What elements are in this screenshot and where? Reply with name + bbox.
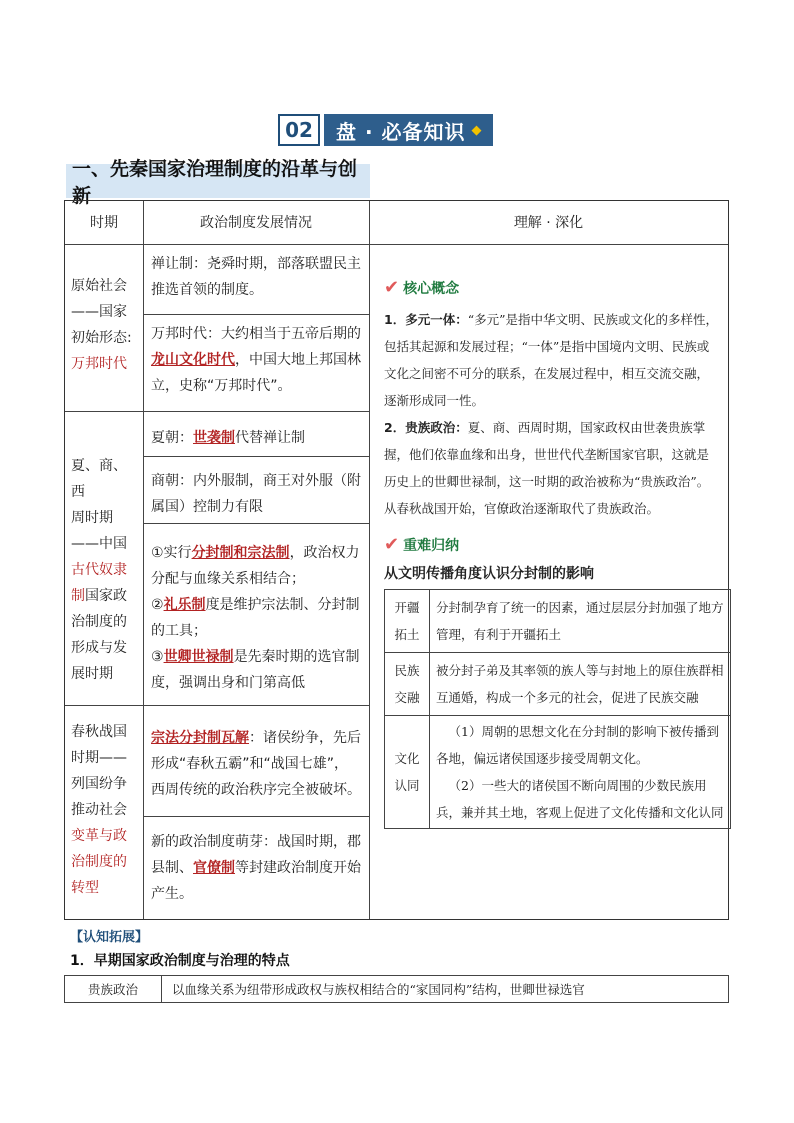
text: 度是维护宗法制、分封制的工具； xyxy=(151,597,360,639)
key-line: 认同 xyxy=(394,778,420,793)
period-line: 夏、商、西 xyxy=(71,458,127,500)
text: 是先秦时期的选官制度，强调出身和门第高低 xyxy=(151,649,360,691)
concept-guizu xyxy=(384,414,718,522)
period-highlight: 万邦时代 xyxy=(71,356,127,372)
extension-key: 贵族政治 xyxy=(65,976,162,1002)
period-line: 原始社会 xyxy=(71,278,127,294)
diamond-icon: ◆ xyxy=(471,122,483,138)
period-highlight: 变革与政 xyxy=(71,828,127,844)
keyword-shiqing: 世卿世禄制 xyxy=(163,649,234,665)
period-line: 周时期 xyxy=(71,510,113,526)
concept-text: “多元”是指中华文明、民族或文化的多样性，包括其起源和发展过程；“一体”是指中国境内文明、民族或文化之间密不可分的联系，在发展过程中，相互交流交融，逐渐形成同一性。 xyxy=(384,312,718,408)
tag-label: 核心概念 xyxy=(403,280,460,297)
item-xia xyxy=(143,419,369,457)
row-key xyxy=(385,653,430,716)
extension-value: 以血缘关系为纽带形成政权与族权相结合的“家国同构”结构，世卿世禄选官 xyxy=(172,982,585,997)
period-highlight: 古代奴隶 xyxy=(71,562,127,578)
key-line: 民族 xyxy=(394,663,420,678)
row-value: 分封制孕育了统一的因素，通过层层分封加强了地方管理，有利于开疆拓土 xyxy=(430,590,731,653)
row-key xyxy=(385,590,430,653)
badge-title-text: 盘 · 必备知识 xyxy=(336,119,466,144)
badge-title xyxy=(324,114,493,146)
section-badge xyxy=(278,114,493,146)
item-wanbang xyxy=(143,315,369,405)
extension-table xyxy=(64,975,729,1003)
section-title: 一、先秦国家治理制度的沿革与创新 xyxy=(66,164,370,198)
period-line: 治制度的 xyxy=(71,614,127,630)
item-new-system xyxy=(143,823,369,913)
concept-title: 1．多元一体： xyxy=(384,312,468,327)
keyword-longshan: 龙山文化时代 xyxy=(151,352,235,368)
text: 新的政治制度萌芽：战国时期，郡县制、 xyxy=(151,834,361,876)
text: 万邦时代：大约相当于五帝后期的 xyxy=(151,326,361,342)
concept-duoyuan xyxy=(384,306,718,414)
check-icon: ✔ xyxy=(384,534,400,555)
period-line: ——国家 xyxy=(71,304,127,320)
key-line: 交融 xyxy=(394,690,420,705)
key-summary-tag xyxy=(384,534,718,555)
period-line: 展时期 xyxy=(71,666,113,682)
table-row xyxy=(385,590,731,653)
item-zhou xyxy=(143,534,369,702)
concept-text: 夏、商、西周时期，国家政权由世袭贵族掌握，他们依靠血缘和出身，世世代代垄断国家官职，这就是历史上的世卿世禄制，这一时期的政治被称为“贵族政治”。从春秋战国开始，官僚政治逐渐取代了贵族政治。 xyxy=(384,420,710,516)
value-line: （1）周朝的思想文化在分封制的影响下被传播到各地，偏远诸侯国逐步接受周朝文化。 xyxy=(436,724,719,766)
text: ，政治权力分配与血缘关系相结合； xyxy=(151,545,360,587)
period-primitive xyxy=(65,273,143,377)
period-xia-shang-zhou xyxy=(65,453,143,687)
influence-table xyxy=(384,589,731,829)
text: 代替禅让制 xyxy=(235,430,305,446)
row-value: 被分封子弟及其率领的族人等与封地上的原住族群相互通婚，构成一个多元的社会，促进了民族交融 xyxy=(430,653,731,716)
period-line: 春秋战国 xyxy=(71,724,127,740)
period-line: 国家政 xyxy=(85,588,127,604)
value-line: （2）一些大的诸侯国不断向周围的少数民族用兵，兼并其土地，客观上促进了文化传播和文化认同 xyxy=(436,778,724,820)
core-concept-tag xyxy=(384,277,718,298)
header-period: 时期 xyxy=(90,214,118,231)
period-chunqiu-zhanguo xyxy=(65,719,143,901)
period-highlight: 制 xyxy=(71,588,85,604)
period-line: ——中国 xyxy=(71,536,127,552)
keyword-guanliao: 官僚制 xyxy=(193,860,235,876)
text: ①实行 xyxy=(151,545,192,561)
text: ，中国大地上邦国林立，史称“万邦时代”。 xyxy=(151,352,361,394)
period-line: 时期—— xyxy=(71,750,127,766)
keyword-liyue: 礼乐制 xyxy=(163,597,206,613)
keyword-zongfa-walie: 宗法分封制瓦解 xyxy=(151,730,249,746)
header-understanding: 理解 · 深化 xyxy=(513,214,584,231)
key-line: 文化 xyxy=(394,751,420,766)
concept-title: 2．贵族政治： xyxy=(384,420,468,435)
key-line: 开疆 xyxy=(394,600,420,615)
keyword-shixi: 世袭制 xyxy=(193,430,235,446)
item-shanrang: 禅让制：尧舜时期，部落联盟民主推选首领的制度。 xyxy=(151,256,361,298)
row-key xyxy=(385,716,430,829)
text: ③ xyxy=(151,649,164,665)
subheading: 从文明传播角度认识分封制的影响 xyxy=(384,566,594,582)
item-shang: 商朝：内外服制，商王对外服（附属国）控制力有限 xyxy=(151,473,361,515)
extension-heading: 1．早期国家政治制度与治理的特点 xyxy=(70,953,290,969)
period-highlight: 转型 xyxy=(71,880,99,896)
text: 夏朝： xyxy=(151,430,193,446)
period-line: 推动社会 xyxy=(71,802,127,818)
header-development: 政治制度发展情况 xyxy=(200,214,312,231)
period-highlight: 治制度的 xyxy=(71,854,127,870)
badge-number: 02 xyxy=(278,114,320,146)
item-zongfa-collapse xyxy=(143,719,369,809)
period-line: 初始形态: xyxy=(71,330,132,346)
text: ：诸侯纷争，先后形成“春秋五霸”和“战国七雄”，西周传统的政治秩序完全被破坏。 xyxy=(151,730,361,798)
key-line: 拓土 xyxy=(394,627,420,642)
keyword-fenfeng: 分封制和宗法制 xyxy=(191,545,290,561)
text: 等封建政治制度开始产生。 xyxy=(151,860,361,902)
period-line: 列国纷争 xyxy=(71,776,127,792)
table-row xyxy=(385,716,731,829)
check-icon: ✔ xyxy=(384,277,400,298)
tag-label: 重难归纳 xyxy=(403,537,460,554)
period-line: 形成与发 xyxy=(71,640,127,656)
main-table xyxy=(64,200,729,920)
row-value xyxy=(430,716,731,829)
table-row xyxy=(385,653,731,716)
extension-label: 【认知拓展】 xyxy=(70,930,149,945)
understanding-column xyxy=(376,245,728,919)
text: ② xyxy=(151,597,164,613)
